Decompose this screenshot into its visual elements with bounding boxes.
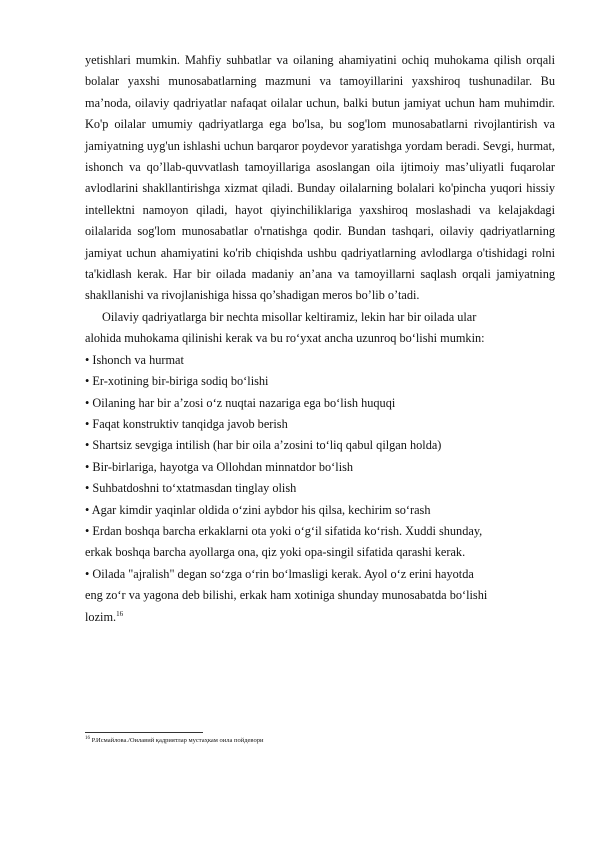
bullet-item-10-line-2: eng zo‘r va yagona deb bilishi, erkak ham xotiniga shunday munosabatda bo‘lishi — [85, 588, 488, 603]
intro-line-1: Oilaviy qadriyatlarga bir nechta misollar keltiramiz, lekin har bir oilada ular — [102, 309, 477, 324]
bullet-item-9-line-2: erkak boshqa barcha ayollarga ona, qiz yoki opa-singil sifatida qarashi kerak. — [85, 545, 466, 560]
footnote-number: 16 — [85, 735, 90, 741]
bullet-item-10-line-1: • Oilada "ajralish" degan so‘zga o‘rin bo‘lmasligi kerak. Ayol o‘z erini hayotda — [85, 566, 474, 581]
bullet-list — [85, 350, 555, 628]
bullet-item: • Bir-birlariga, hayotga va Ollohdan minnatdor bo‘lish — [85, 459, 354, 474]
bullet-item: • Faqat konstruktiv tanqidga javob berish — [85, 416, 288, 431]
bullet-item: • Oilaning har bir a’zosi o‘z nuqtai nazariga ega bo‘lish huquqi — [85, 395, 396, 410]
bullet-item: • Shartsiz sevgiga intilish (har bir oila a’zosini to‘liq qabul qilgan holda) — [85, 438, 442, 453]
closing-word: lozim. — [85, 609, 117, 624]
bullet-item: • Er-xotining bir-biriga sodiq bo‘lishi — [85, 374, 269, 389]
intro-line-2: alohida muhokama qilinishi kerak va bu ro‘yxat ancha uzunroq bo‘lishi mumkin: — [85, 331, 485, 346]
bullet-item: • Suhbatdoshni to‘xtatmasdan tinglay olish — [85, 481, 297, 496]
paragraph-1: yetishlari mumkin. Mahfiy suhbatlar va oilaning ahamiyatini ochiq muhokama qilish orqali bolalar yaxshi munosabatlarning mazmuni va tamoyillarini yaxshiroq tushunadilar. Bu ma’noda, oilaviy qadriyatlar nafaqat oilalar uchun, balki butun jamiyat uchun ham muhimdir. Ko'p oilalar umumiy qadriyatlarga ega bo'lsa, bu sog'lom munosabatlarni rivojlantirish va jamiyatning uyg'un ishlashi uchun barqaror poydevor yaratishga yordam beradi. Sevgi, hurmat, ishonch va qo’llab-quvvatlash tamoyillariga asoslangan oila ijtimoiy mas’uliyatli fuqarolar avlodlarini shakllantirishga xizmat qiladi. Bunday oilalarning bolalari ko'pincha yuqori hissiy intellektni namoyon qiladi, hayot qiyinchiliklariga yaxshiroq moslashadi va kelajakdagi oilalarida sog'lom munosabatlar o'rnatishga qodir. Bundan tashqari, oilaviy qadriyatlarning jamiyat uchun ahamiyatini ko'rib chiqishda ushbu qadriyatlarning avlodlarga o'tishidagi rolni ta'kidlash kerak. Har bir oilada madaniy an’ana va tamoyillarni saqlash orqali jamiyatning shakllanishi va rivojlanishiga hissa qo’shadigan meros bo’lib o’tadi. — [85, 53, 555, 303]
footnote-text: Р.Исмайлова./Оилавий қадриятлар мустаҳкам оила пойдевори — [91, 737, 264, 744]
footnote-reference[interactable]: 16 — [116, 609, 124, 618]
footnote-divider — [85, 732, 203, 733]
bullet-item: • Agar kimdir yaqinlar oldida o‘zini aybdor his qilsa, kechirim so‘rash — [85, 502, 431, 517]
bullet-item: • Ishonch va hurmat — [85, 352, 184, 367]
footnote — [85, 736, 263, 745]
bullet-item-10-line-3 — [85, 607, 555, 628]
bullet-item-9-line-1: • Erdan boshqa barcha erkaklarni ota yoki o‘g‘il sifatida ko‘rish. Xuddi shunday, — [85, 523, 483, 538]
body-text — [85, 50, 555, 628]
